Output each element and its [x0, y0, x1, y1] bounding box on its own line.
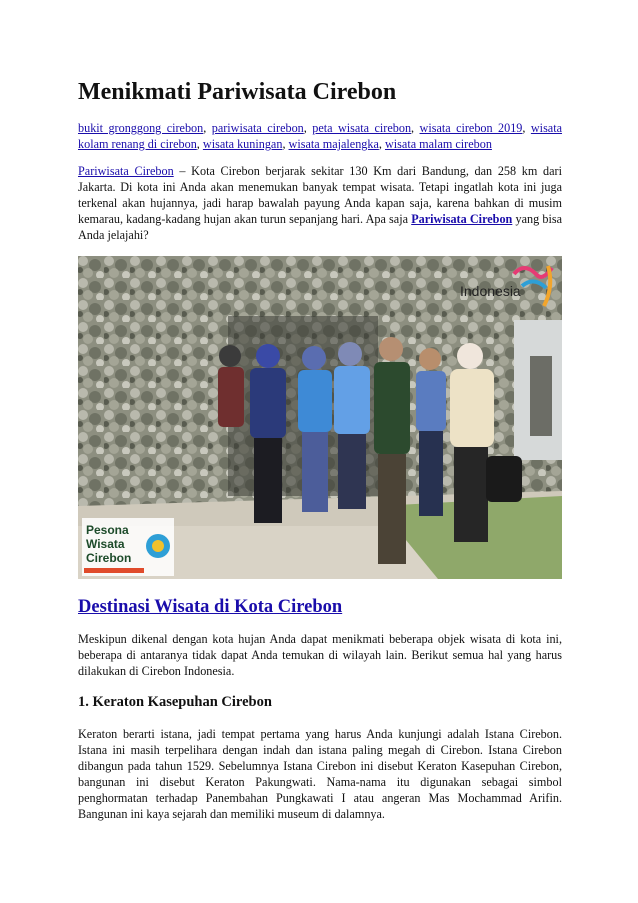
tag-link[interactable]: bukit gronggong cirebon: [78, 121, 204, 135]
badge-line-3: Cirebon: [86, 551, 132, 565]
intro-paragraph: [78, 163, 562, 243]
tourist-group-photo: [78, 256, 562, 579]
intro-bold-link[interactable]: Pariwisata Cirebon: [411, 212, 513, 226]
subsection-paragraph: Keraton berarti istana, jadi tempat pertama yang harus Anda kunjungi adalah Istana Cirebon. Istana ini masih terpelihara dengan indah dan istana paling megah di Cirebon. Istana Cirebon dibangun pada tahun 1529. Sebelumnya Istana Cirebon ini disebut Keraton Kasepuhan Cirebon, bangunan ini disebut Keraton Pakungwati. Nama-nama itu digunakan sebagai simbol penghormatan terhadap Panembahan Pungkawati I atau angeran Mas Mochammad Arifin. Bangunan ini kaya sejarah dan memiliki museum di dalamnya.: [78, 727, 562, 821]
tag-link[interactable]: wisata malam cirebon: [384, 137, 492, 151]
tag-list: bukit gronggong cirebon, pariwisata cirebon, peta wisata cirebon, wisata cirebon 2019, wisata kolam renang di cirebon, wisata kuningan, wisata majalengka, wisata malam cirebon: [78, 121, 563, 151]
badge-line-2: Wisata: [86, 537, 125, 551]
tag-link[interactable]: wisata kolam renang di cirebon: [78, 121, 563, 151]
badge-line-1: Pesona: [86, 523, 129, 537]
tag-link[interactable]: pariwisata cirebon: [211, 121, 304, 135]
section-heading[interactable]: Destinasi Wisata di Kota Cirebon: [78, 597, 343, 617]
section-paragraph: Meskipun dikenal dengan kota hujan Anda dapat menikmati beberapa objek wisata di kota ini, beberapa di antaranya tidak dapat Anda temukan di wilayah lain. Berikut semua hal yang harus dilakukan di Cirebon Indonesia.: [78, 632, 562, 678]
tag-link[interactable]: wisata cirebon 2019: [419, 121, 523, 135]
tag-link[interactable]: wisata kuningan: [202, 137, 283, 151]
tag-link[interactable]: peta wisata cirebon: [312, 121, 412, 135]
intro-text: – Kota Cirebon berjarak sekitar 130 Km dari Bandung, dan 258 km dari Jakarta. Di kota ini Anda akan menemukan banyak tempat wisata. Tetapi ingatlah kota ini juga terkenal akan hujannya, jadi harap bawalah payung Anda kapan saja, karena bahkan di musim kemarau, kadang-kadang hujan akan turun sepanjang hari. Apa saja: [78, 164, 562, 226]
page-title: Menikmati Pariwisata Cirebon: [78, 79, 397, 105]
indonesia-logo-text: Indonesia: [460, 283, 521, 299]
subsection-heading: 1. Keraton Kasepuhan Cirebon: [78, 694, 272, 710]
intro-text-end: yang bisa Anda jelajahi?: [78, 212, 563, 242]
intro-link[interactable]: Pariwisata Cirebon: [78, 164, 174, 178]
pesona-wisata-badge: [82, 518, 174, 576]
tag-link[interactable]: wisata majalengka: [288, 137, 379, 151]
